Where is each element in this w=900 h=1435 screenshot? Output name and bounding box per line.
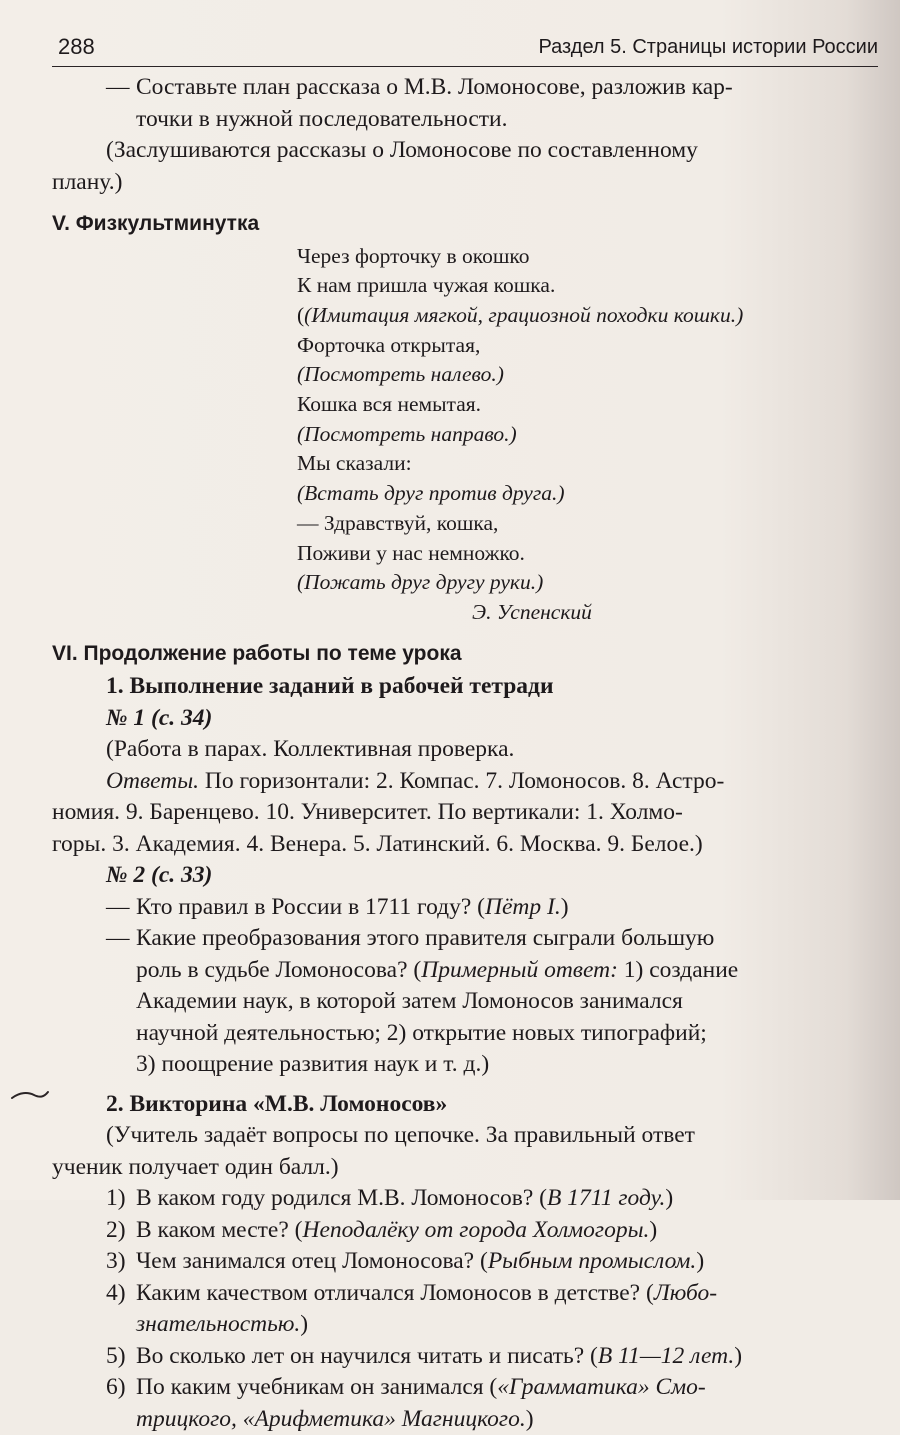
quiz-item: 5) Во сколько лет он научился читать и писать? (В 11—12 лет.) <box>106 1342 743 1369</box>
poem-direction: ((Имитация мягкой, грациозной походки кошки.) <box>297 302 744 327</box>
poem-direction: (Посмотреть направо.) <box>297 421 517 446</box>
poem-line: Форточка открытая, <box>297 332 481 357</box>
quiz-note: ученик получает один балл.) <box>52 1153 339 1180</box>
task-line: точки в нужной последовательности. <box>136 105 508 132</box>
question-line: — Кто правил в России в 1711 году? (Пётр I.) <box>106 893 569 920</box>
quiz-item: 1) В каком году родился М.В. Ломоносов? (В 1711 году.) <box>106 1185 674 1212</box>
page-header <box>52 30 878 67</box>
task-note: (Работа в парах. Коллективная проверка. <box>106 736 515 763</box>
poem-line: — Здравствуй, кошка, <box>297 510 499 535</box>
poem-line: Мы сказали: <box>297 451 412 476</box>
task-reference: № 1 (с. 34) <box>106 704 213 731</box>
question-line: научной деятельностью; 2) открытие новых типографий; <box>136 1019 707 1046</box>
task-line: — Составьте план рассказа о М.В. Ломоносове, разложив кар- <box>106 74 733 100</box>
quiz-item: 6) По каким учебникам он занимался («Грамматика» Смо- <box>106 1374 706 1401</box>
poem-direction: (Посмотреть налево.) <box>297 362 504 387</box>
quiz-item: 2) В каком месте? (Неподалёку от города Холмогоры.) <box>106 1216 658 1243</box>
section-heading: VI. Продолжение работы по теме урока <box>52 641 462 665</box>
pen-mark <box>10 1088 50 1102</box>
question-line: — Какие преобразования этого правителя сыграли большую <box>106 925 715 952</box>
quiz-item: 4) Каким качеством отличался Ломоносов в детстве? (Любо- <box>106 1279 718 1306</box>
answers-line: номия. 9. Баренцево. 10. Университет. По вертикали: 1. Холмо- <box>52 799 683 826</box>
subsection-heading: 1. Выполнение заданий в рабочей тетради <box>106 673 554 700</box>
section-heading: V. Физкультминутка <box>52 212 260 235</box>
poem <box>52 242 882 628</box>
quiz-item: 3) Чем занимался отец Ломоносова? (Рыбным промыслом.) <box>106 1248 705 1275</box>
note-line: плану.) <box>52 168 123 195</box>
quiz-item: знательностью.) <box>136 1311 309 1338</box>
subsection-heading: 2. Викторина «М.В. Ломоносов» <box>106 1090 448 1117</box>
poem-line: Через форточку в окошко <box>297 243 530 268</box>
question-line: 3) поощрение развития наук и т. д.) <box>136 1051 490 1078</box>
page-number: 288 <box>58 34 95 59</box>
quiz-note: (Учитель задаёт вопросы по цепочке. За правильный ответ <box>106 1122 695 1149</box>
note-line: (Заслушиваются рассказы о Ломоносове по составленному <box>106 137 698 163</box>
task-reference: № 2 (с. 33) <box>106 862 213 889</box>
poem-line: Поживи у нас немножко. <box>297 540 525 565</box>
poem-direction: (Пожать друг другу руки.) <box>297 570 544 595</box>
question-line: роль в судьбе Ломоносова? (Примерный ответ: 1) создание <box>136 956 739 983</box>
running-title: Раздел 5. Страницы истории России <box>538 36 878 58</box>
page-body <box>52 72 882 1435</box>
question-line: Академии наук, в которой затем Ломоносов занимался <box>136 988 683 1015</box>
poem-line: К нам пришла чужая кошка. <box>297 273 556 298</box>
poem-author: Э. Успенский <box>472 599 592 624</box>
quiz-item: трицкого, «Арифметика» Магницкого.) <box>136 1405 534 1432</box>
answers-line: Ответы. По горизонтали: 2. Компас. 7. Ломоносов. 8. Астро- <box>106 767 725 794</box>
poem-direction: (Встать друг против друга.) <box>297 481 565 506</box>
poem-line: Кошка вся немытая. <box>297 392 482 417</box>
answers-line: горы. 3. Академия. 4. Венера. 5. Латинский. 6. Москва. 9. Белое.) <box>52 830 703 857</box>
